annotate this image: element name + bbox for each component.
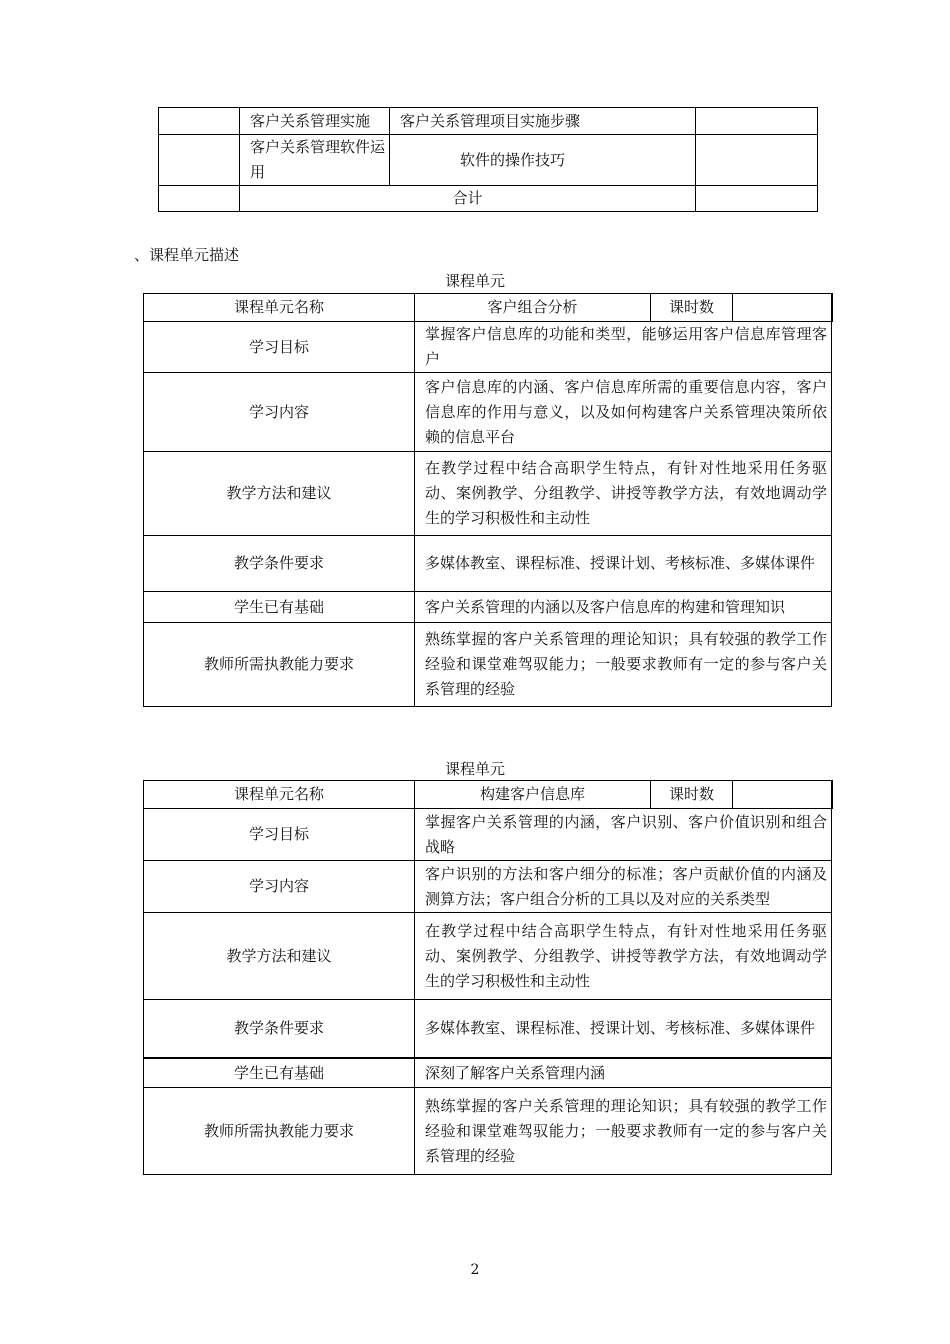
row-content: 熟练掌握的客户关系管理的理论知识；具有较强的教学工作经验和课堂难驾驭能力；一般要求教师有一定的参与客户关系管理的经验	[415, 623, 832, 707]
hours-label: 课时数	[651, 294, 733, 322]
row-label: 教学条件要求	[144, 536, 415, 592]
table-cell	[159, 108, 240, 135]
course-unit-table	[143, 780, 833, 1175]
row-label: 学生已有基础	[144, 1058, 415, 1088]
table-row	[144, 322, 832, 373]
unit-caption: 课程单元	[444, 272, 505, 290]
row-label: 教师所需执教能力要求	[144, 623, 415, 707]
table-row	[144, 373, 832, 452]
row-label: 学习目标	[144, 322, 415, 373]
row-label: 教师所需执教能力要求	[144, 1088, 415, 1175]
total-label: 合计	[240, 186, 696, 212]
module-name-cell: 客户关系管理软件运用	[240, 135, 390, 186]
hours-cell	[696, 135, 818, 186]
table-row	[144, 861, 832, 913]
row-content: 掌握客户关系管理的内涵，客户识别、客户价值识别和组合战略	[415, 809, 832, 861]
row-label: 教学方法和建议	[144, 913, 415, 1000]
row-label: 学生已有基础	[144, 592, 415, 623]
page-number: 2	[470, 1262, 480, 1278]
curriculum-hours-table	[158, 107, 818, 212]
table-row	[144, 623, 832, 707]
row-content: 熟练掌握的客户关系管理的理论知识；具有较强的教学工作经验和课堂难驾驭能力；一般要求教师有一定的参与客户关系管理的经验	[415, 1088, 832, 1175]
row-label: 教学条件要求	[144, 1000, 415, 1059]
unit-name-value: 客户组合分析	[415, 294, 651, 322]
unit-header-row	[144, 294, 832, 322]
total-hours-cell	[696, 186, 818, 212]
course-unit-table	[143, 293, 833, 707]
row-label: 学习内容	[144, 373, 415, 452]
row-content: 深刻了解客户关系管理内涵	[415, 1058, 832, 1088]
hours-cell	[696, 108, 818, 135]
row-content: 多媒体教室、课程标准、授课计划、考核标准、多媒体课件	[415, 536, 832, 592]
row-content: 在教学过程中结合高职学生特点，有针对性地采用任务驱动、案例教学、分组教学、讲授等教学方法，有效地调动学生的学习积极性和主动性	[415, 452, 832, 536]
table-row	[159, 135, 818, 186]
table-row	[144, 1088, 832, 1175]
row-label: 学习目标	[144, 809, 415, 861]
module-name-cell: 客户关系管理实施	[240, 108, 390, 135]
unit-header-row	[144, 781, 832, 809]
table-row	[144, 536, 832, 592]
row-content: 掌握客户信息库的功能和类型，能够运用客户信息库管理客户	[415, 322, 832, 373]
unit-name-label: 课程单元名称	[144, 781, 415, 809]
row-content: 客户识别的方法和客户细分的标准；客户贡献价值的内涵及测算方法；客户组合分析的工具以及对应的关系类型	[415, 861, 832, 913]
table-row	[159, 108, 818, 135]
row-label: 教学方法和建议	[144, 452, 415, 536]
hours-value	[733, 781, 832, 809]
module-content-cell: 软件的操作技巧	[390, 135, 696, 186]
row-content: 多媒体教室、课程标准、授课计划、考核标准、多媒体课件	[415, 1000, 832, 1059]
hours-label: 课时数	[651, 781, 733, 809]
table-row	[144, 809, 832, 861]
unit-name-value: 构建客户信息库	[415, 781, 651, 809]
table-row	[144, 592, 832, 623]
table-row	[144, 913, 832, 1000]
row-content: 客户关系管理的内涵以及客户信息库的构建和管理知识	[415, 592, 832, 623]
table-cell	[159, 135, 240, 186]
table-cell	[159, 186, 240, 212]
section-heading: 、课程单元描述	[134, 246, 240, 264]
hours-value	[733, 294, 832, 322]
row-content: 客户信息库的内涵、客户信息库所需的重要信息内容，客户信息库的作用与意义，以及如何构建客户关系管理决策所依赖的信息平台	[415, 373, 832, 452]
table-row	[144, 452, 832, 536]
row-label: 学习内容	[144, 861, 415, 913]
table-row	[144, 1058, 832, 1088]
row-content: 在教学过程中结合高职学生特点，有针对性地采用任务驱动、案例教学、分组教学、讲授等教学方法，有效地调动学生的学习积极性和主动性	[415, 913, 832, 1000]
unit-caption: 课程单元	[444, 760, 505, 778]
total-row	[159, 186, 818, 212]
module-content-cell: 客户关系管理项目实施步骤	[390, 108, 696, 135]
table-row	[144, 1000, 832, 1059]
unit-name-label: 课程单元名称	[144, 294, 415, 322]
